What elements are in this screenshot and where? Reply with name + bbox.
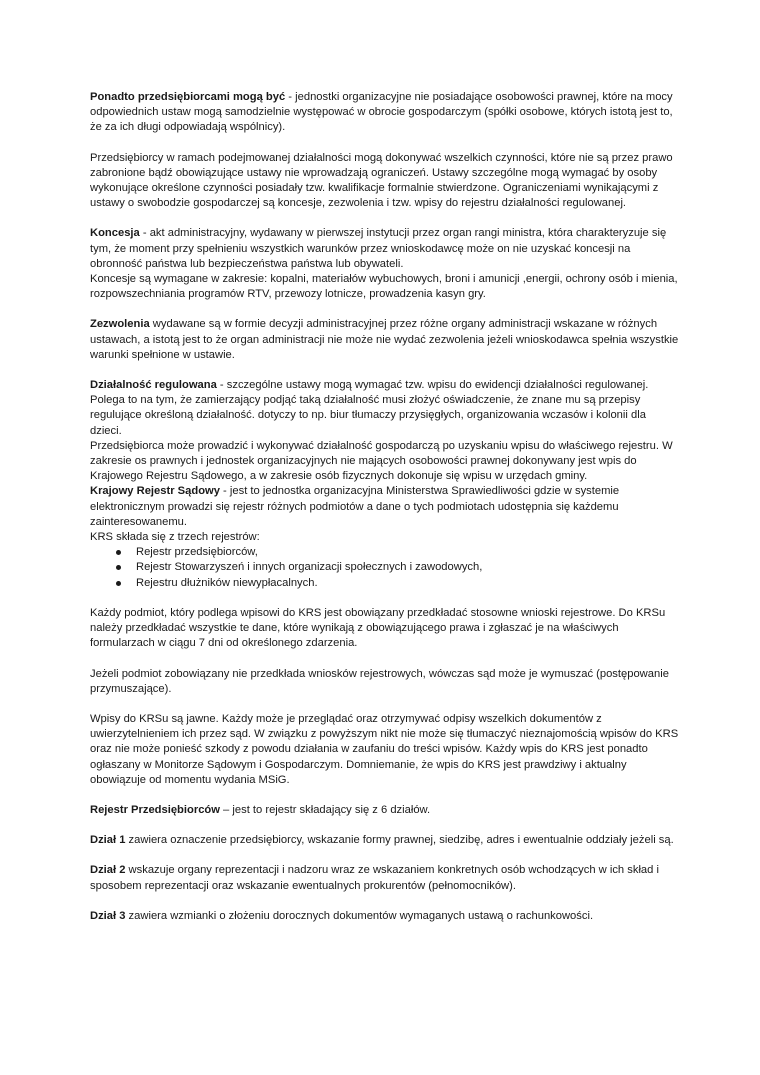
paragraph-rejestr-przedsiebiorcow: Rejestr Przedsiębiorców – jest to rejestr składający się z 6 działów.	[90, 803, 431, 816]
list-item: Rejestr Stowarzyszeń i innych organizacji społecznych i zawodowych,	[90, 560, 680, 575]
paragraph-jawnosc: Wpisy do KRSu są jawne. Każdy może je przeglądać oraz otrzymywać odpisy wszelkich dokumentów z uwierzytelnieniem ich przez sąd. W związku z powyższym nikt nie może się tłumaczyć nieznajomością wpisów do KRS oraz nie może ponieść szkody z powodu działania w zaufaniu do treści wpisów. Każdy wpis do KRS jest ponadto ogłaszany w Monitorze Sądowym i Gospodarczym. Domniemanie, że wpis do KRS jest prawdziwy i aktualny obowiązuje od momentu wydania MSiG.	[90, 712, 679, 786]
term-rejestr-przedsiebiorcow: Rejestr Przedsiębiorców	[90, 803, 220, 816]
term-dzial-2: Dział 2	[90, 864, 126, 877]
term-przedsiebiorcy: Ponadto przedsiębiorcami mogą być	[90, 91, 286, 103]
list-item: Rejestru dłużników niewypłacalnych.	[90, 576, 680, 591]
paragraph-dzial-1: Dział 1 zawiera oznaczenie przedsiębiorcy, wskazanie formy prawnej, siedzibę, adres i ewentualnie oddziały jeżeli są.	[90, 834, 674, 847]
term-koncesja: Koncesja	[90, 227, 140, 240]
paragraph-zezwolenia: Zezwolenia wydawane są w formie decyzji administracyjnej przez różne organy administracji wskazane w różnych ustawach, a istotą jest to że organ administracji nie może nie wydać zezwolenia jeżeli wnioskodawca spełnia wszystkie warunki spełnione w ustawie.	[90, 318, 679, 361]
paragraph-dzial-3: Dział 3 zawiera wzmianki o złożeniu dorocznych dokumentów wymaganych ustawą o rachunkowości.	[90, 909, 594, 922]
paragraph-przymuszanie: Jeżeli podmiot zobowiązany nie przedkłada wniosków rejestrowych, wówczas sąd może je wymuszać (postępowanie przymuszające).	[90, 667, 669, 695]
term-zezwolenia: Zezwolenia	[90, 318, 150, 331]
paragraph-krs: Krajowy Rejestr Sądowy - jest to jednostka organizacyjna Ministerstwa Sprawiedliwości gdzie w systemie elektronicznym prowadzi się rejestr różnych podmiotów a dane o tych podmiotach udostępnia się każdemu zainteresowanemu.	[90, 485, 620, 528]
paragraph-czynnosci: Przedsiębiorcy w ramach podejmowanej działalności mogą dokonywać wszelkich czynności, które nie są przez prawo zabronione bądź obowiązujące ustawy nie wprowadzają ograniczeń. Ustawy szczególne mogą wymagać by osoby wykonujące określone czynności posiadały tzw. kwalifikacje formalnie stwierdzone. Ograniczeniami wynikającymi z ustawy o swobodzie gospodarczej są koncesje, zezwolenia i tzw. wpisy do rejestru działalności regulowanej.	[90, 151, 673, 210]
term-dzial-3: Dział 3	[90, 909, 126, 922]
paragraph-krs-rejestry: KRS składa się z trzech rejestrów:	[90, 531, 260, 544]
term-dzial-1: Dział 1	[90, 834, 126, 847]
registers-list	[90, 545, 680, 591]
paragraph-przedsiebiorcy-jednostki: Ponadto przedsiębiorcami mogą być - jednostki organizacyjne nie posiadające osobowości prawnej, które na mocy odpowiednich ustaw mogą samodzielnie występować w obrocie gospodarczym (spółki osobowe, których istotą jest to, że za ich długi odpowiadają wspólnicy).	[90, 91, 673, 134]
term-dzialalnosc-regulowana: Działalność regulowana	[90, 379, 217, 392]
term-krs: Krajowy Rejestr Sądowy	[90, 485, 220, 498]
list-item: Rejestr przedsiębiorców,	[90, 545, 680, 560]
paragraph-dzial-2: Dział 2 wskazuje organy reprezentacji i nadzoru wraz ze wskazaniem konkretnych osób wchodzących w ich skład i sposobem reprezentacji oraz wskazanie ewentualnych prokurentów (pełnomocników).	[90, 864, 659, 892]
paragraph-koncesja: Koncesja - akt administracyjny, wydawany w pierwszej instytucji przez organ rangi ministra, która charakteryzuje się tym, że moment przy spełnieniu wszystkich warunków przez wnioskodawcę może on nie uzyskać koncesji na obronność państwa lub bezpieczeństwa państwa lub obywateli.	[90, 227, 667, 270]
paragraph-koncesje-zakres: Koncesje są wymagane w zakresie: kopalni, materiałów wybuchowych, broni i amunicji ,energii, ochrony osób i mienia, rozpowszechniania programów RTV, przewozy lotnicze, prowadzenia kasyn gry.	[90, 273, 678, 301]
document-page	[90, 90, 680, 924]
paragraph-wpis-rejestr: Przedsiębiorca może prowadzić i wykonywać działalność gospodarczą po uzyskaniu wpisu do właściwego rejestru. W zakresie os prawnych i jednostek organizacyjnych nie mających osobowości prawnej dokonywany jest wpis do Krajowego Rejestru Sądowego, a w zakresie osób fizycznych dokonuje się wpisu w urzędach gminy.	[90, 439, 673, 483]
paragraph-wnioski: Każdy podmiot, który podlega wpisowi do KRS jest obowiązany przedkładać stosowne wnioski rejestrowe. Do KRSu należy przedkładać wszystkie te dane, które wynikają z obowiązującego prawa i zgłaszać je na właściwych formularzach w ciągu 7 dni od określonego zdarzenia.	[90, 606, 666, 650]
paragraph-dzialalnosc-regulowana: Działalność regulowana - szczególne ustawy mogą wymagać tzw. wpisu do ewidencji działalności regulowanej. Polega to na tym, że zamierzający podjąć taką działalność musi złożyć oświadczenie, że znane mu są przepisy regulujące określoną działalność. dotyczy to np. biur tłumaczy przysięgłych, organizowania wczasów i kolonii dla dzieci.	[90, 379, 649, 437]
